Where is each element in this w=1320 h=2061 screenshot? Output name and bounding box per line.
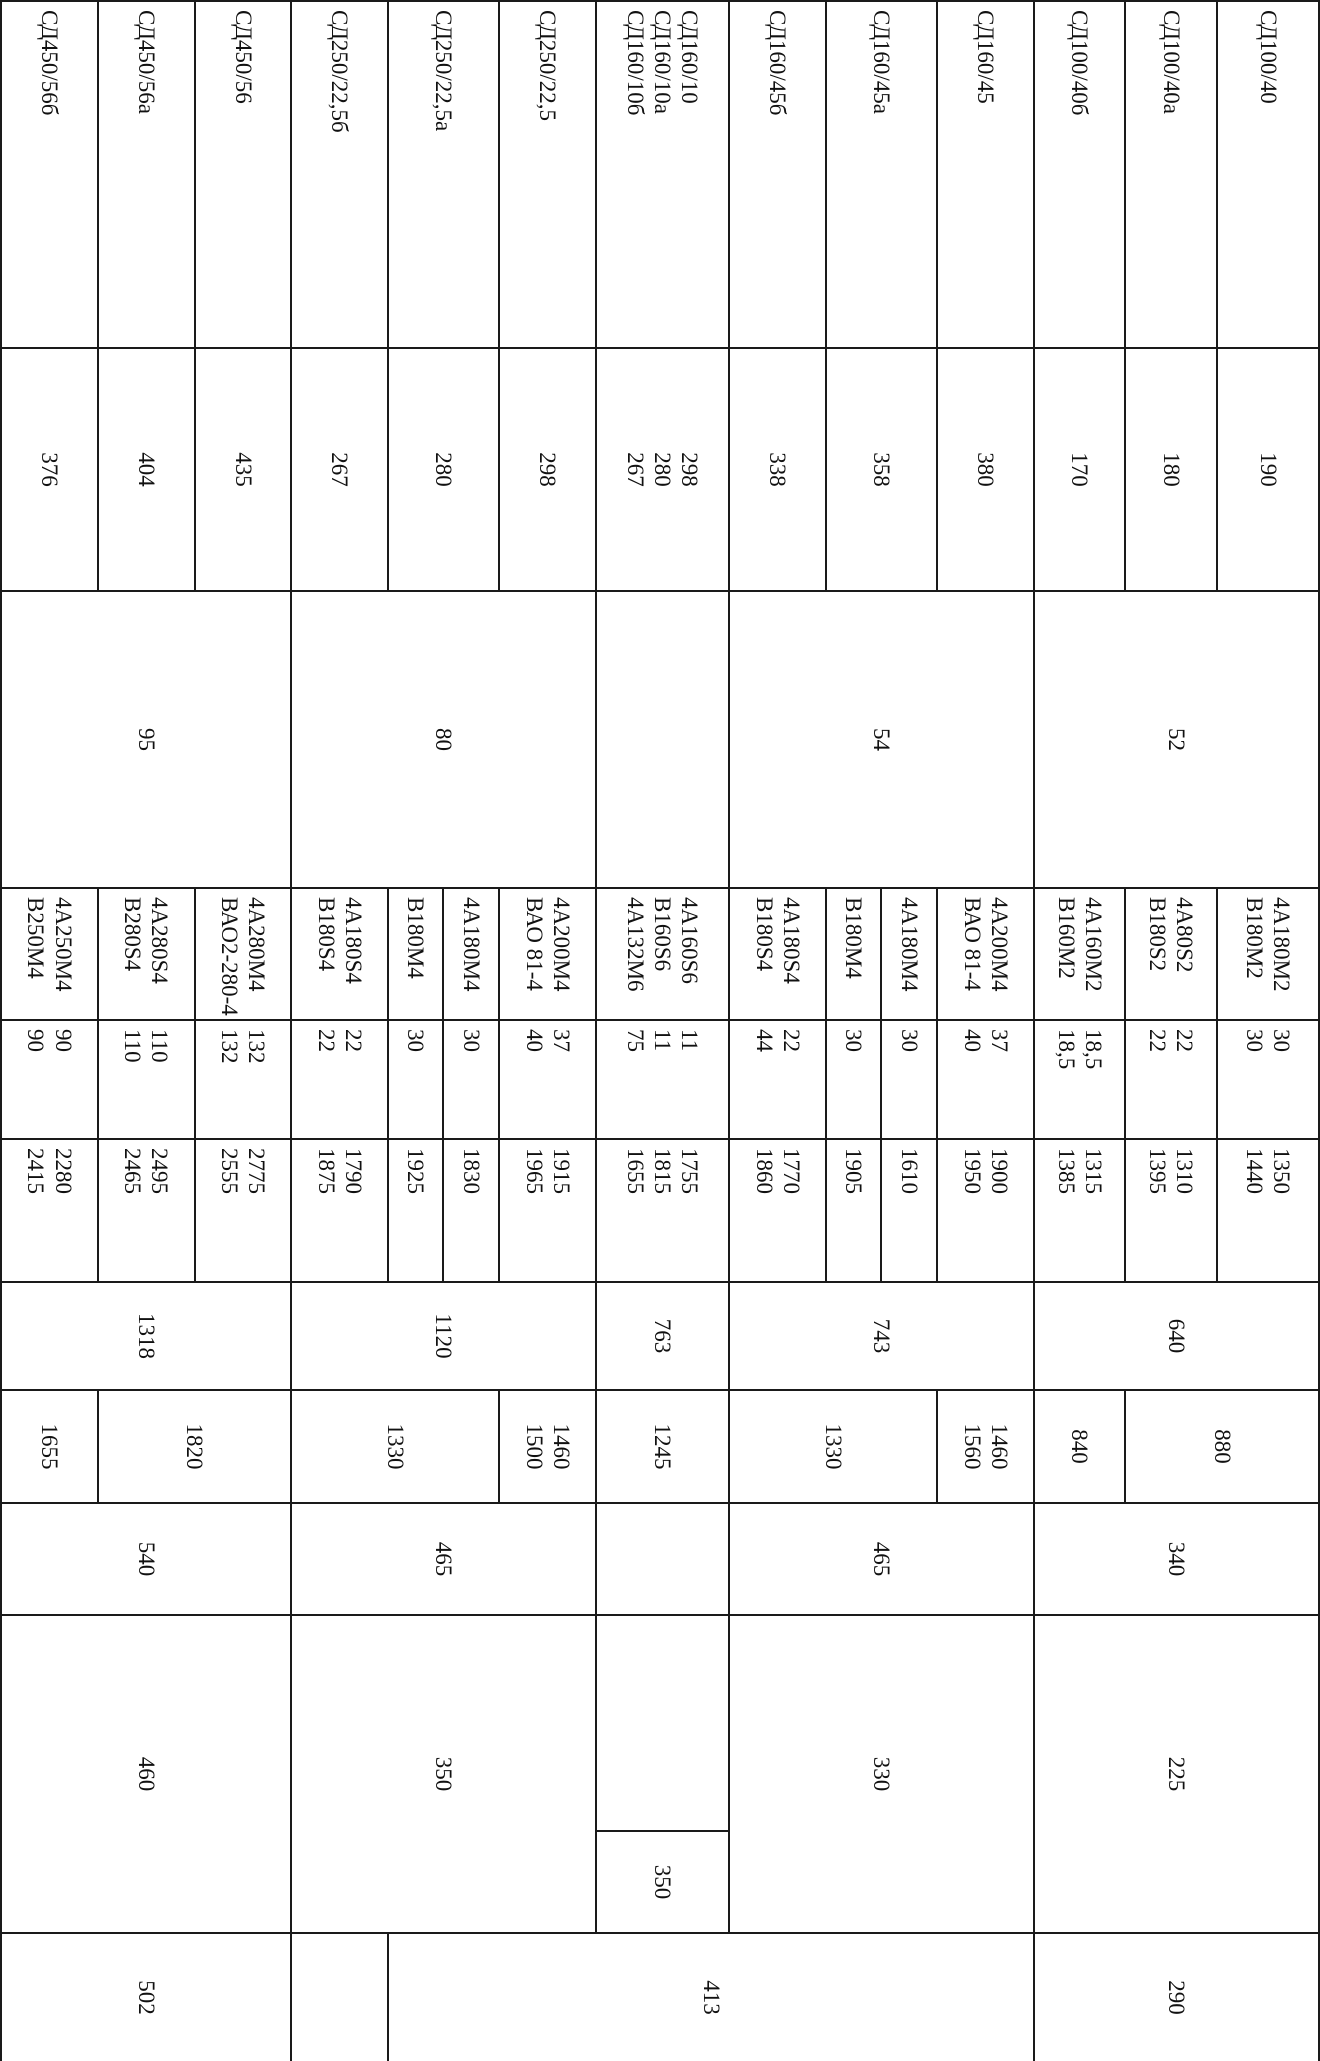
dim-l2-cell: 840 xyxy=(1034,1390,1126,1503)
power-cell: 110 110 xyxy=(98,1020,195,1139)
mass-cell: 1310 1395 xyxy=(1126,1139,1218,1282)
mass-cell: 2280 2415 xyxy=(1,1139,98,1282)
motor-cell: 4А180S4 В180S4 xyxy=(291,888,388,1020)
power-cell: 30 xyxy=(881,1020,937,1139)
pump-code-cell: СД250/22,5б xyxy=(291,1,388,348)
power-cell: 22 22 xyxy=(291,1020,388,1139)
value-a-cell: 298 xyxy=(499,348,596,591)
mass-cell: 1755 1815 1655 xyxy=(596,1139,729,1282)
dim-l2-cell: 1460 1500 xyxy=(499,1390,596,1503)
table-row xyxy=(1217,1,1319,2061)
dim-l5-cell: 502 xyxy=(1,1933,291,2061)
value-a-cell: 376 xyxy=(1,348,98,591)
table-row xyxy=(937,1,1034,2061)
dim-l1-cell: 763 xyxy=(596,1282,729,1390)
dim-l2-cell: 880 xyxy=(1126,1390,1320,1503)
pump-code-cell: СД100/40 xyxy=(1217,1,1319,348)
dim-l5-cell: 290 xyxy=(1034,1933,1319,2061)
dim-l2-cell: 1460 1560 xyxy=(937,1390,1034,1503)
dim-l3-cell: 540 xyxy=(1,1503,291,1615)
pump-code-cell: СД160/10 СД160/10а СД160/10б xyxy=(596,1,729,348)
value-a-cell: 404 xyxy=(98,348,195,591)
dim-l4-cell: 350 xyxy=(291,1615,596,1933)
pump-code-cell: СД160/45б xyxy=(729,1,826,348)
power-cell: 132 132 xyxy=(195,1020,292,1139)
dim-l3-cell xyxy=(596,1503,729,1615)
table-row xyxy=(596,1,729,2061)
power-cell: 90 90 xyxy=(1,1020,98,1139)
table-row xyxy=(195,1,292,2061)
motor-cell: 4А250М4 В250М4 xyxy=(1,888,98,1020)
motor-cell: 4А180М4 xyxy=(881,888,937,1020)
value-b-cell: 80 xyxy=(291,591,596,888)
motor-cell: 4А180S4 В180S4 xyxy=(729,888,826,1020)
pump-code-cell: СД250/22,5 xyxy=(499,1,596,348)
dim-l3-cell: 465 xyxy=(291,1503,596,1615)
dim-l1-cell: 1120 xyxy=(291,1282,596,1390)
mass-cell: 1905 xyxy=(826,1139,881,1282)
value-b-cell xyxy=(596,591,729,888)
mass-cell: 1350 1440 xyxy=(1217,1139,1319,1282)
power-cell: 37 40 xyxy=(499,1020,596,1139)
motor-cell: 4А200М4 ВАО 81-4 xyxy=(499,888,596,1020)
table-row xyxy=(499,1,596,2061)
pump-code-cell: СД250/22,5а xyxy=(388,1,499,348)
power-cell: 22 22 xyxy=(1126,1020,1218,1139)
dim-l1-cell: 640 xyxy=(1034,1282,1319,1390)
mass-cell: 2495 2465 xyxy=(98,1139,195,1282)
motor-cell: 4А180М4 xyxy=(443,888,499,1020)
value-a-cell: 267 xyxy=(291,348,388,591)
value-a-cell: 380 xyxy=(937,348,1034,591)
power-cell: 11 11 75 xyxy=(596,1020,729,1139)
motor-cell: 4А200М4 ВАО 81-4 xyxy=(937,888,1034,1020)
pump-code-cell: СД100/40а xyxy=(1126,1,1218,348)
power-cell: 30 xyxy=(826,1020,881,1139)
mass-cell: 1925 xyxy=(388,1139,443,1282)
mass-cell: 1610 xyxy=(881,1139,937,1282)
dim-l4-cell: 460 xyxy=(1,1615,291,1933)
power-cell: 22 44 xyxy=(729,1020,826,1139)
dim-l4-cell: 225 xyxy=(1034,1615,1319,1933)
motor-cell: 4А280М4 ВАО2-280-4 xyxy=(195,888,292,1020)
pump-code-cell: СД450/56а xyxy=(98,1,195,348)
mass-cell: 1830 xyxy=(443,1139,499,1282)
dim-l2-cell: 1245 xyxy=(596,1390,729,1503)
dim-l5-cell: 413 xyxy=(388,1933,1034,2061)
dim-l1-cell: 743 xyxy=(729,1282,1034,1390)
dim-l2-cell: 1820 xyxy=(98,1390,292,1503)
dim-l1-cell: 1318 xyxy=(1,1282,291,1390)
value-b-cell: 54 xyxy=(729,591,1034,888)
value-a-cell: 170 xyxy=(1034,348,1126,591)
mass-cell: 1790 1875 xyxy=(291,1139,388,1282)
value-a-cell: 298 280 267 xyxy=(596,348,729,591)
dim-l3-cell: 340 xyxy=(1034,1503,1319,1615)
dim-l4-cell: 350 xyxy=(596,1831,729,1933)
pump-code-cell: СД450/56 xyxy=(195,1,292,348)
value-b-cell: 52 xyxy=(1034,591,1319,888)
value-a-cell: 280 xyxy=(388,348,499,591)
power-cell: 30 xyxy=(443,1020,499,1139)
motor-cell: 4А80S2 В180S2 xyxy=(1126,888,1218,1020)
mass-cell: 1900 1950 xyxy=(937,1139,1034,1282)
power-cell: 30 30 xyxy=(1217,1020,1319,1139)
pump-code-cell: СД100/40б xyxy=(1034,1,1126,348)
power-cell: 18,5 18,5 xyxy=(1034,1020,1126,1139)
pump-code-cell: СД160/45а xyxy=(826,1,937,348)
motor-cell: 4А280S4 В280S4 xyxy=(98,888,195,1020)
value-a-cell: 180 xyxy=(1126,348,1218,591)
value-b-cell: 95 xyxy=(1,591,291,888)
mass-cell: 1770 1860 xyxy=(729,1139,826,1282)
mass-cell: 1915 1965 xyxy=(499,1139,596,1282)
value-a-cell: 435 xyxy=(195,348,292,591)
power-cell: 37 40 xyxy=(937,1020,1034,1139)
motor-cell: В180М4 xyxy=(826,888,881,1020)
motor-cell: 4А160М2 В160М2 xyxy=(1034,888,1126,1020)
dim-l4-blank-cell xyxy=(596,1615,729,1831)
mass-cell: 1315 1385 xyxy=(1034,1139,1126,1282)
motor-cell: 4А160S6 В160S6 4А132М6 xyxy=(596,888,729,1020)
value-a-cell: 358 xyxy=(826,348,937,591)
value-a-cell: 190 xyxy=(1217,348,1319,591)
dim-l3-cell: 465 xyxy=(729,1503,1034,1615)
power-cell: 30 xyxy=(388,1020,443,1139)
pump-code-cell: СД160/45 xyxy=(937,1,1034,348)
motor-cell: В180М4 xyxy=(388,888,443,1020)
motor-cell: 4А180М2 В180М2 xyxy=(1217,888,1319,1020)
dim-l4-cell: 330 xyxy=(729,1615,1034,1933)
value-a-cell: 338 xyxy=(729,348,826,591)
dim-l2-cell: 1330 xyxy=(729,1390,937,1503)
dim-l2-cell: 1655 xyxy=(1,1390,98,1503)
mass-cell: 2775 2555 xyxy=(195,1139,292,1282)
dim-l2-cell: 1330 xyxy=(291,1390,499,1503)
pump-code-cell: СД450/56б xyxy=(1,1,98,348)
